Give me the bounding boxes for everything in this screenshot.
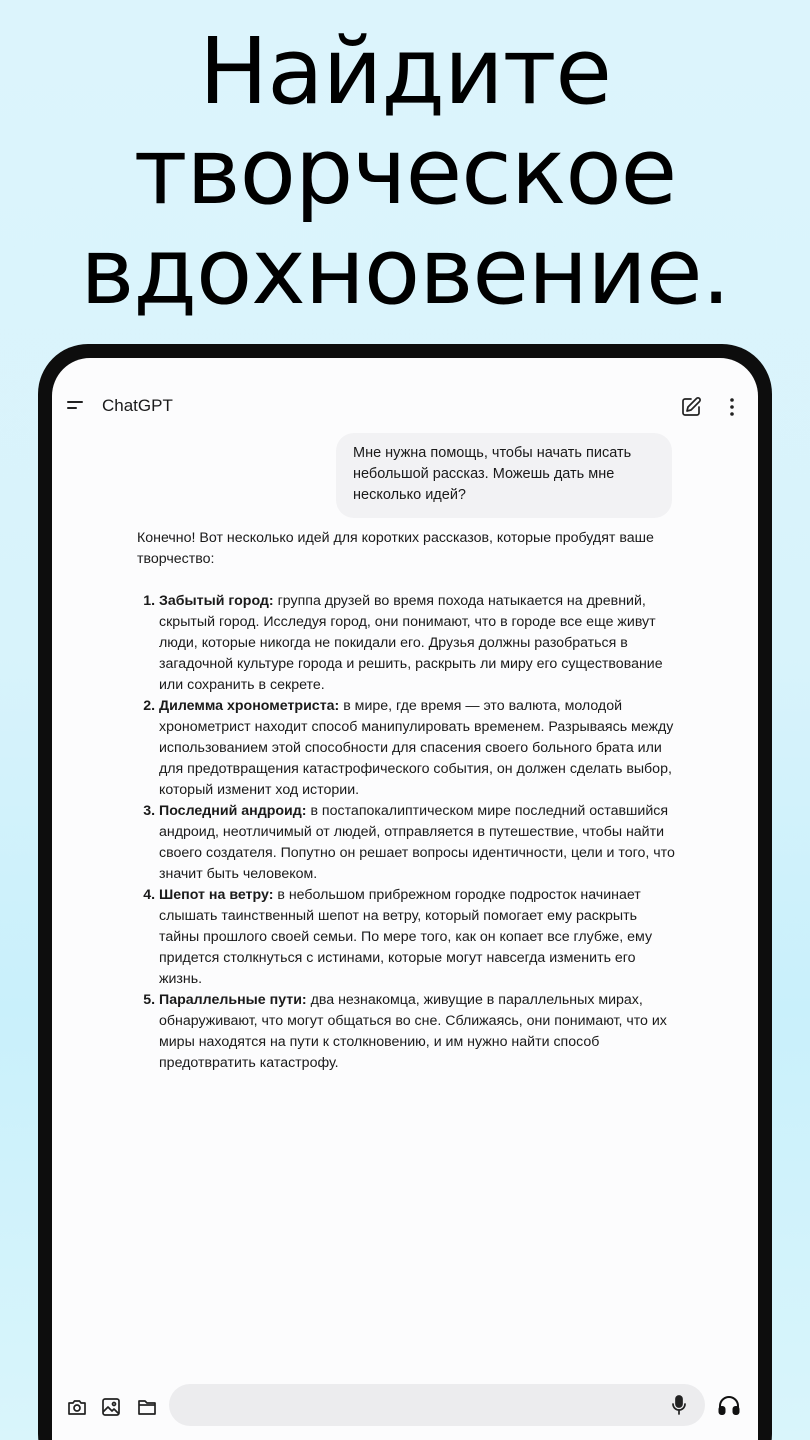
idea-text: два незнакомца, живущие в параллельных мирах, обнаруживают, что могут общаться во сне. Сближаясь, они понимают, что их миры находятся на пути к столкновению, и им нужно найти способ предотвратить катастрофу.: [159, 992, 667, 1071]
folder-icon[interactable]: [136, 1396, 158, 1418]
headphones-icon[interactable]: [717, 1394, 741, 1416]
list-item: [159, 591, 677, 696]
composer-bar: [52, 1380, 758, 1430]
idea-text: в небольшом прибрежном городке подросток начинает слышать таинственный шепот на ветру, который помогает ему раскрыть тайны прошлого своей семьи. По мере того, как он копает все глубже, ему придется столкнуться с истинами, которые могут навсегда изменить его жизнь.: [159, 887, 653, 987]
list-item: [159, 885, 677, 990]
app-title: ChatGPT: [102, 396, 173, 415]
menu-icon[interactable]: [66, 398, 86, 412]
list-item: [159, 990, 677, 1074]
idea-text: в мире, где время — это валюта, молодой хронометрист находит способ манипулировать временем. Разрываясь между использованием этой способности для спасения своего больного брата или для предотвращения катастрофического события, он должен сделать выбор, который изменит ход истории.: [159, 698, 674, 798]
idea-title: Шепот на ветру:: [159, 887, 274, 903]
idea-title: Параллельные пути:: [159, 992, 307, 1008]
idea-text: группа друзей во время похода натыкается на древний, скрытый город. Исследуя город, они понимают, что в городе все еще живут люди, которые никогда не покидали его. Друзья должны разобраться в загадочной культуре города и решить, раскрыть ли миру его существование или сохранить в секрете.: [159, 593, 663, 693]
headline-line-2: творческое: [133, 118, 677, 225]
idea-text: в постапокалиптическом мире последний оставшийся андроид, неотличимый от людей, отправляется в путешествие, чтобы найти своего создателя. Попутно он решает вопросы идентичности, цели и того, что значит быть человеком.: [159, 803, 675, 882]
idea-title: Забытый город:: [159, 593, 274, 609]
edit-icon[interactable]: [680, 396, 702, 418]
headline-line-1: Найдите: [199, 18, 611, 125]
list-item: [159, 801, 677, 885]
assistant-message: [137, 528, 677, 1074]
mic-icon[interactable]: [670, 1394, 688, 1416]
idea-title: Последний андроид:: [159, 803, 307, 819]
image-icon[interactable]: [100, 1396, 122, 1418]
list-item: [159, 696, 677, 801]
camera-icon[interactable]: [66, 1396, 88, 1418]
assistant-intro: Конечно! Вот несколько идей для коротких рассказов, которые пробудят ваше творчество:: [137, 530, 654, 567]
headline-line-3: вдохновение.: [80, 218, 730, 325]
idea-title: Дилемма хронометриста:: [159, 698, 340, 714]
app-screen: [52, 358, 758, 1440]
user-message-bubble: Мне нужна помощь, чтобы начать писать небольшой рассказ. Можешь дать мне несколько идей?: [336, 433, 672, 518]
message-input[interactable]: [169, 1384, 705, 1426]
more-icon[interactable]: [722, 396, 742, 418]
ideas-list: [137, 591, 677, 1074]
promo-headline: [0, 18, 810, 325]
